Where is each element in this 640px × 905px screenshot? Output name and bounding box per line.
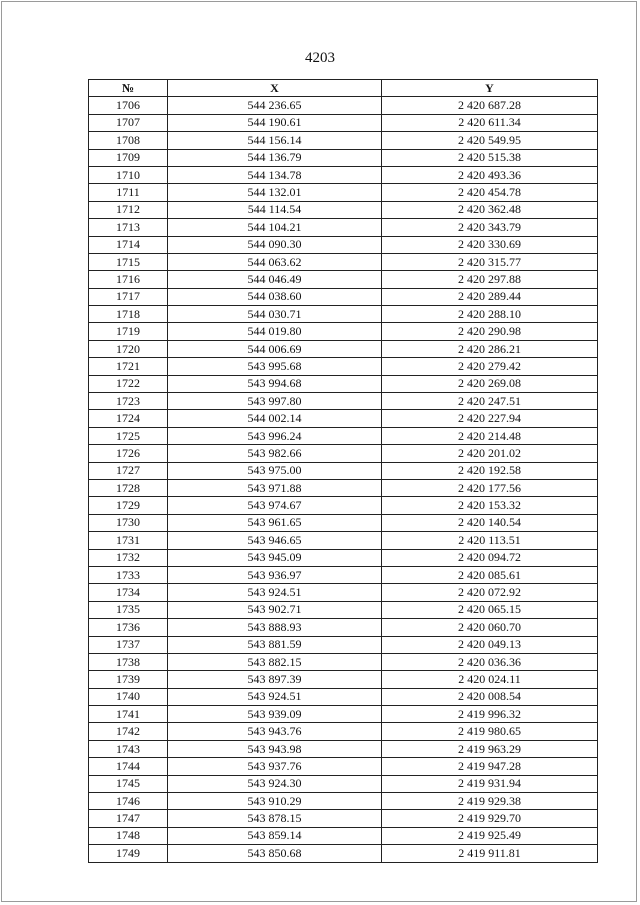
y-coordinate-cell: 2 420 227.94 bbox=[382, 410, 598, 427]
table-row bbox=[89, 775, 598, 792]
point-number-cell: 1744 bbox=[89, 758, 168, 775]
table-row bbox=[89, 479, 598, 496]
point-number-cell: 1748 bbox=[89, 827, 168, 844]
y-coordinate-cell: 2 419 996.32 bbox=[382, 706, 598, 723]
table-row bbox=[89, 601, 598, 618]
header-number: № bbox=[89, 80, 168, 97]
table-row bbox=[89, 166, 598, 183]
y-coordinate-cell: 2 420 247.51 bbox=[382, 393, 598, 410]
point-number-cell: 1727 bbox=[89, 462, 168, 479]
x-coordinate-cell: 543 937.76 bbox=[168, 758, 382, 775]
y-coordinate-cell: 2 420 008.54 bbox=[382, 688, 598, 705]
point-number-cell: 1724 bbox=[89, 410, 168, 427]
y-coordinate-cell: 2 420 286.21 bbox=[382, 340, 598, 357]
table-header-row bbox=[89, 80, 598, 97]
point-number-cell: 1708 bbox=[89, 132, 168, 149]
y-coordinate-cell: 2 420 065.15 bbox=[382, 601, 598, 618]
x-coordinate-cell: 544 236.65 bbox=[168, 97, 382, 114]
x-coordinate-cell: 543 943.98 bbox=[168, 740, 382, 757]
table-row bbox=[89, 358, 598, 375]
point-number-cell: 1721 bbox=[89, 358, 168, 375]
table-row bbox=[89, 497, 598, 514]
point-number-cell: 1706 bbox=[89, 97, 168, 114]
point-number-cell: 1741 bbox=[89, 706, 168, 723]
y-coordinate-cell: 2 420 049.13 bbox=[382, 636, 598, 653]
y-coordinate-cell: 2 420 289.44 bbox=[382, 288, 598, 305]
y-coordinate-cell: 2 420 094.72 bbox=[382, 549, 598, 566]
y-coordinate-cell: 2 420 362.48 bbox=[382, 201, 598, 218]
x-coordinate-cell: 543 975.00 bbox=[168, 462, 382, 479]
y-coordinate-cell: 2 419 931.94 bbox=[382, 775, 598, 792]
x-coordinate-cell: 543 897.39 bbox=[168, 671, 382, 688]
x-coordinate-cell: 544 002.14 bbox=[168, 410, 382, 427]
point-number-cell: 1746 bbox=[89, 793, 168, 810]
x-coordinate-cell: 543 888.93 bbox=[168, 619, 382, 636]
point-number-cell: 1747 bbox=[89, 810, 168, 827]
x-coordinate-cell: 544 063.62 bbox=[168, 253, 382, 270]
x-coordinate-cell: 544 019.80 bbox=[168, 323, 382, 340]
page-number: 4203 bbox=[305, 50, 335, 66]
x-coordinate-cell: 543 939.09 bbox=[168, 706, 382, 723]
y-coordinate-cell: 2 419 963.29 bbox=[382, 740, 598, 757]
point-number-cell: 1733 bbox=[89, 566, 168, 583]
x-coordinate-cell: 544 006.69 bbox=[168, 340, 382, 357]
table-row bbox=[89, 323, 598, 340]
point-number-cell: 1745 bbox=[89, 775, 168, 792]
table-row bbox=[89, 219, 598, 236]
y-coordinate-cell: 2 419 929.70 bbox=[382, 810, 598, 827]
x-coordinate-cell: 544 030.71 bbox=[168, 306, 382, 323]
y-coordinate-cell: 2 420 343.79 bbox=[382, 219, 598, 236]
y-coordinate-cell: 2 420 024.11 bbox=[382, 671, 598, 688]
x-coordinate-cell: 543 995.68 bbox=[168, 358, 382, 375]
y-coordinate-cell: 2 420 493.36 bbox=[382, 166, 598, 183]
table-row bbox=[89, 97, 598, 114]
table-row bbox=[89, 584, 598, 601]
x-coordinate-cell: 543 946.65 bbox=[168, 532, 382, 549]
table-row bbox=[89, 271, 598, 288]
point-number-cell: 1716 bbox=[89, 271, 168, 288]
table-row bbox=[89, 132, 598, 149]
table-row bbox=[89, 549, 598, 566]
y-coordinate-cell: 2 419 929.38 bbox=[382, 793, 598, 810]
point-number-cell: 1707 bbox=[89, 114, 168, 131]
table-row bbox=[89, 793, 598, 810]
y-coordinate-cell: 2 420 113.51 bbox=[382, 532, 598, 549]
point-number-cell: 1742 bbox=[89, 723, 168, 740]
y-coordinate-cell: 2 419 947.28 bbox=[382, 758, 598, 775]
x-coordinate-cell: 544 190.61 bbox=[168, 114, 382, 131]
y-coordinate-cell: 2 420 297.88 bbox=[382, 271, 598, 288]
x-coordinate-cell: 543 924.51 bbox=[168, 584, 382, 601]
x-coordinate-cell: 544 132.01 bbox=[168, 184, 382, 201]
x-coordinate-cell: 543 936.97 bbox=[168, 566, 382, 583]
table-row bbox=[89, 688, 598, 705]
x-coordinate-cell: 544 046.49 bbox=[168, 271, 382, 288]
table-body bbox=[89, 97, 598, 862]
y-coordinate-cell: 2 420 072.92 bbox=[382, 584, 598, 601]
y-coordinate-cell: 2 420 454.78 bbox=[382, 184, 598, 201]
table-row bbox=[89, 810, 598, 827]
table-row bbox=[89, 740, 598, 757]
x-coordinate-cell: 543 996.24 bbox=[168, 427, 382, 444]
y-coordinate-cell: 2 420 192.58 bbox=[382, 462, 598, 479]
table-row bbox=[89, 427, 598, 444]
point-number-cell: 1730 bbox=[89, 514, 168, 531]
table-row bbox=[89, 236, 598, 253]
x-coordinate-cell: 544 136.79 bbox=[168, 149, 382, 166]
table-row bbox=[89, 375, 598, 392]
table-row bbox=[89, 288, 598, 305]
y-coordinate-cell: 2 420 549.95 bbox=[382, 132, 598, 149]
point-number-cell: 1740 bbox=[89, 688, 168, 705]
point-number-cell: 1729 bbox=[89, 497, 168, 514]
table-row bbox=[89, 845, 598, 862]
x-coordinate-cell: 543 881.59 bbox=[168, 636, 382, 653]
table-row bbox=[89, 619, 598, 636]
header-y: Y bbox=[382, 80, 598, 97]
table-row bbox=[89, 653, 598, 670]
point-number-cell: 1713 bbox=[89, 219, 168, 236]
x-coordinate-cell: 543 994.68 bbox=[168, 375, 382, 392]
table-row bbox=[89, 462, 598, 479]
point-number-cell: 1728 bbox=[89, 479, 168, 496]
point-number-cell: 1736 bbox=[89, 619, 168, 636]
table-row bbox=[89, 758, 598, 775]
table-row bbox=[89, 532, 598, 549]
x-coordinate-cell: 543 924.30 bbox=[168, 775, 382, 792]
y-coordinate-cell: 2 420 330.69 bbox=[382, 236, 598, 253]
point-number-cell: 1737 bbox=[89, 636, 168, 653]
x-coordinate-cell: 543 971.88 bbox=[168, 479, 382, 496]
table-row bbox=[89, 723, 598, 740]
y-coordinate-cell: 2 420 279.42 bbox=[382, 358, 598, 375]
y-coordinate-cell: 2 420 269.08 bbox=[382, 375, 598, 392]
point-number-cell: 1731 bbox=[89, 532, 168, 549]
point-number-cell: 1725 bbox=[89, 427, 168, 444]
y-coordinate-cell: 2 419 911.81 bbox=[382, 845, 598, 862]
point-number-cell: 1743 bbox=[89, 740, 168, 757]
point-number-cell: 1711 bbox=[89, 184, 168, 201]
y-coordinate-cell: 2 420 177.56 bbox=[382, 479, 598, 496]
x-coordinate-cell: 543 924.51 bbox=[168, 688, 382, 705]
point-number-cell: 1732 bbox=[89, 549, 168, 566]
coordinates-table bbox=[88, 79, 598, 863]
point-number-cell: 1719 bbox=[89, 323, 168, 340]
header-x: X bbox=[168, 80, 382, 97]
table-row bbox=[89, 149, 598, 166]
y-coordinate-cell: 2 419 925.49 bbox=[382, 827, 598, 844]
table-row bbox=[89, 827, 598, 844]
table-row bbox=[89, 514, 598, 531]
table-row bbox=[89, 566, 598, 583]
table-row bbox=[89, 340, 598, 357]
x-coordinate-cell: 544 104.21 bbox=[168, 219, 382, 236]
table-row bbox=[89, 114, 598, 131]
y-coordinate-cell: 2 420 288.10 bbox=[382, 306, 598, 323]
point-number-cell: 1726 bbox=[89, 445, 168, 462]
x-coordinate-cell: 544 134.78 bbox=[168, 166, 382, 183]
point-number-cell: 1718 bbox=[89, 306, 168, 323]
x-coordinate-cell: 543 850.68 bbox=[168, 845, 382, 862]
y-coordinate-cell: 2 419 980.65 bbox=[382, 723, 598, 740]
x-coordinate-cell: 543 961.65 bbox=[168, 514, 382, 531]
y-coordinate-cell: 2 420 687.28 bbox=[382, 97, 598, 114]
x-coordinate-cell: 543 982.66 bbox=[168, 445, 382, 462]
table-row bbox=[89, 184, 598, 201]
point-number-cell: 1739 bbox=[89, 671, 168, 688]
table-row bbox=[89, 306, 598, 323]
point-number-cell: 1723 bbox=[89, 393, 168, 410]
table-row bbox=[89, 201, 598, 218]
y-coordinate-cell: 2 420 214.48 bbox=[382, 427, 598, 444]
y-coordinate-cell: 2 420 290.98 bbox=[382, 323, 598, 340]
x-coordinate-cell: 543 943.76 bbox=[168, 723, 382, 740]
y-coordinate-cell: 2 420 315.77 bbox=[382, 253, 598, 270]
point-number-cell: 1710 bbox=[89, 166, 168, 183]
point-number-cell: 1714 bbox=[89, 236, 168, 253]
y-coordinate-cell: 2 420 036.36 bbox=[382, 653, 598, 670]
x-coordinate-cell: 543 945.09 bbox=[168, 549, 382, 566]
x-coordinate-cell: 544 114.54 bbox=[168, 201, 382, 218]
y-coordinate-cell: 2 420 201.02 bbox=[382, 445, 598, 462]
x-coordinate-cell: 543 997.80 bbox=[168, 393, 382, 410]
y-coordinate-cell: 2 420 611.34 bbox=[382, 114, 598, 131]
table-row bbox=[89, 410, 598, 427]
x-coordinate-cell: 543 878.15 bbox=[168, 810, 382, 827]
point-number-cell: 1749 bbox=[89, 845, 168, 862]
point-number-cell: 1738 bbox=[89, 653, 168, 670]
point-number-cell: 1717 bbox=[89, 288, 168, 305]
table-row bbox=[89, 636, 598, 653]
x-coordinate-cell: 544 156.14 bbox=[168, 132, 382, 149]
y-coordinate-cell: 2 420 140.54 bbox=[382, 514, 598, 531]
y-coordinate-cell: 2 420 153.32 bbox=[382, 497, 598, 514]
table-row bbox=[89, 253, 598, 270]
x-coordinate-cell: 544 038.60 bbox=[168, 288, 382, 305]
x-coordinate-cell: 543 910.29 bbox=[168, 793, 382, 810]
point-number-cell: 1735 bbox=[89, 601, 168, 618]
x-coordinate-cell: 543 859.14 bbox=[168, 827, 382, 844]
x-coordinate-cell: 543 882.15 bbox=[168, 653, 382, 670]
y-coordinate-cell: 2 420 085.61 bbox=[382, 566, 598, 583]
point-number-cell: 1709 bbox=[89, 149, 168, 166]
point-number-cell: 1722 bbox=[89, 375, 168, 392]
point-number-cell: 1720 bbox=[89, 340, 168, 357]
x-coordinate-cell: 543 974.67 bbox=[168, 497, 382, 514]
x-coordinate-cell: 543 902.71 bbox=[168, 601, 382, 618]
table-row bbox=[89, 706, 598, 723]
y-coordinate-cell: 2 420 060.70 bbox=[382, 619, 598, 636]
point-number-cell: 1734 bbox=[89, 584, 168, 601]
point-number-cell: 1715 bbox=[89, 253, 168, 270]
x-coordinate-cell: 544 090.30 bbox=[168, 236, 382, 253]
table-row bbox=[89, 671, 598, 688]
point-number-cell: 1712 bbox=[89, 201, 168, 218]
table-row bbox=[89, 445, 598, 462]
table-row bbox=[89, 393, 598, 410]
y-coordinate-cell: 2 420 515.38 bbox=[382, 149, 598, 166]
